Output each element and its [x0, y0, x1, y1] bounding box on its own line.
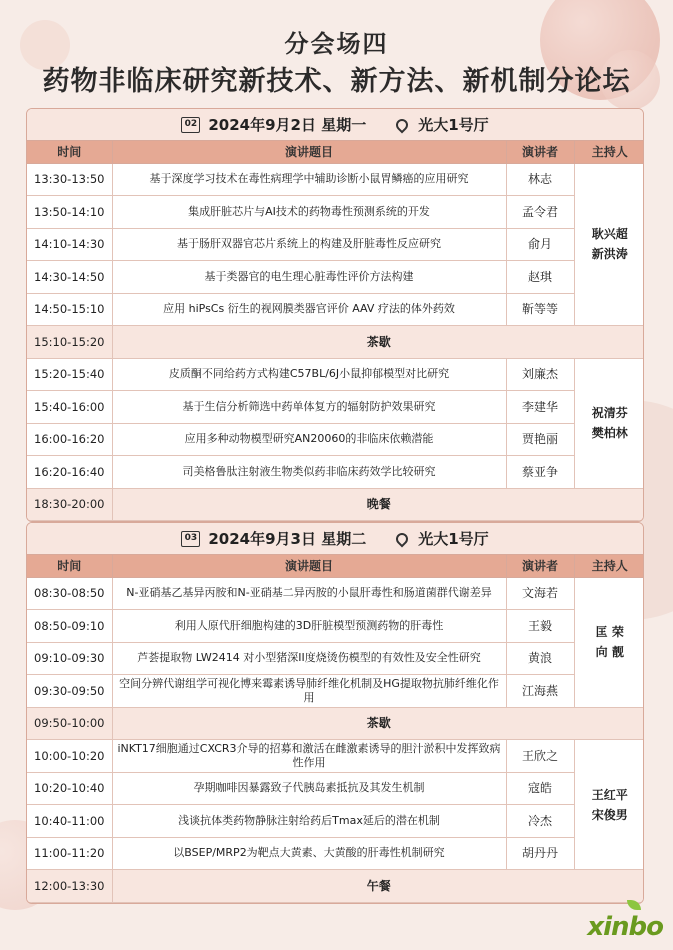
col-host: 主持人 [574, 555, 644, 577]
location-pin-icon [394, 530, 411, 547]
day1-date: 2024年9月2日 星期一 [208, 116, 367, 134]
day2-date: 2024年9月3日 星期二 [208, 530, 367, 548]
day1-table [27, 141, 644, 521]
table-header-row [27, 555, 644, 577]
host-cell: 祝清芬 樊柏林 [574, 358, 644, 488]
table-row: 10:00-10:20 iNKT17细胞通过CXCR3介导的招募和激活在雌激素诱导的胆汁淤积中发挥致病性作用 王欣之 王红平 宋俊男 [27, 740, 644, 773]
day2-schedule [26, 522, 644, 904]
col-topic: 演讲题目 [112, 555, 506, 577]
break-row: 15:10-15:20 茶歇 [27, 326, 644, 359]
col-topic: 演讲题目 [112, 141, 506, 163]
day2-venue: 光大1号厅 [418, 530, 489, 548]
host-cell: 耿兴超 新洪涛 [574, 163, 644, 326]
day1-schedule [26, 108, 644, 522]
table-row: 14:10-14:30 基于肠肝双器官芯片系统上的构建及肝脏毒性反应研究 俞月 [27, 228, 644, 261]
table-row: 10:40-11:00 浅谈抗体类药物静脉注射给药后Tmax延后的潜在机制 冷杰 [27, 805, 644, 838]
day2-table [27, 555, 644, 903]
table-row: 13:50-14:10 集成肝脏芯片与AI技术的药物毒性预测系统的开发 孟令君 [27, 196, 644, 229]
col-time: 时间 [27, 141, 112, 163]
table-row: 16:00-16:20 应用多种动物模型研究AN20060的非临床依赖潜能 贾艳丽 [27, 423, 644, 456]
col-time: 时间 [27, 555, 112, 577]
forum-title: 药物非临床研究新技术、新方法、新机制分论坛 [42, 66, 631, 97]
host-cell: 匡 荣 向 靓 [574, 577, 644, 707]
table-row: 09:10-09:30 芦荟提取物 LW2414 对小型猪深II度烧烫伤模型的有效性及安全性研究 黄浪 [27, 642, 644, 675]
col-speaker: 演讲者 [506, 555, 574, 577]
calendar-icon: 03 [181, 531, 200, 547]
xinbo-logo: xinbo [587, 912, 663, 942]
break-row: 18:30-20:00 晚餐 [27, 488, 644, 521]
host-cell: 王红平 宋俊男 [574, 740, 644, 870]
location-pin-icon [394, 116, 411, 133]
table-row: 15:40-16:00 基于生信分析筛选中药单体复方的辐射防护效果研究 李建华 [27, 391, 644, 424]
table-row: 10:20-10:40 孕期咖啡因暴露致子代胰岛素抵抗及其发生机制 寇皓 [27, 772, 644, 805]
day1-venue: 光大1号厅 [418, 116, 489, 134]
session-title: 分会场四 [284, 30, 389, 58]
table-row: 11:00-11:20 以BSEP/MRP2为靶点大黄素、大黄酸的肝毒性机制研究 胡丹丹 [27, 837, 644, 870]
table-row: 16:20-16:40 司美格鲁肽注射液生物类似药非临床药效学比较研究 蔡亚争 [27, 456, 644, 489]
table-row: 14:30-14:50 基于类器官的电生理心脏毒性评价方法构建 赵琪 [27, 261, 644, 294]
col-host: 主持人 [574, 141, 644, 163]
table-row: 14:50-15:10 应用 hiPsCs 衍生的视网膜类器官评价 AAV 疗法的体外药效 靳等等 [27, 293, 644, 326]
break-row: 09:50-10:00 茶歇 [27, 707, 644, 740]
table-row: 08:50-09:10 利用人原代肝细胞构建的3D肝脏模型预测药物的肝毒性 王毅 [27, 610, 644, 643]
table-row: 15:20-15:40 皮质酮不同给药方式构建C57BL/6J小鼠抑郁模型对比研究 刘廉杰 祝清芬 樊柏林 [27, 358, 644, 391]
day2-date-bar [27, 523, 643, 555]
table-row: 13:30-13:50 基于深度学习技术在毒性病理学中辅助诊断小鼠胃鳞癌的应用研究 林志 耿兴超 新洪涛 [27, 163, 644, 196]
table-header-row [27, 141, 644, 163]
col-speaker: 演讲者 [506, 141, 574, 163]
table-row: 09:30-09:50 空间分辨代谢组学可视化博来霉素诱导肺纤维化机制及HG提取物抗肺纤维化作用 江海燕 [27, 675, 644, 708]
calendar-icon: 02 [181, 117, 200, 133]
day1-date-bar [27, 109, 643, 141]
page-header [0, 28, 673, 102]
break-row: 12:00-13:30 午餐 [27, 870, 644, 903]
table-row: 08:30-08:50 N-亚硝基乙基异丙胺和N-亚硝基二异丙胺的小鼠肝毒性和肠道菌群代谢差异 文海若 匡 荣 向 靓 [27, 577, 644, 610]
